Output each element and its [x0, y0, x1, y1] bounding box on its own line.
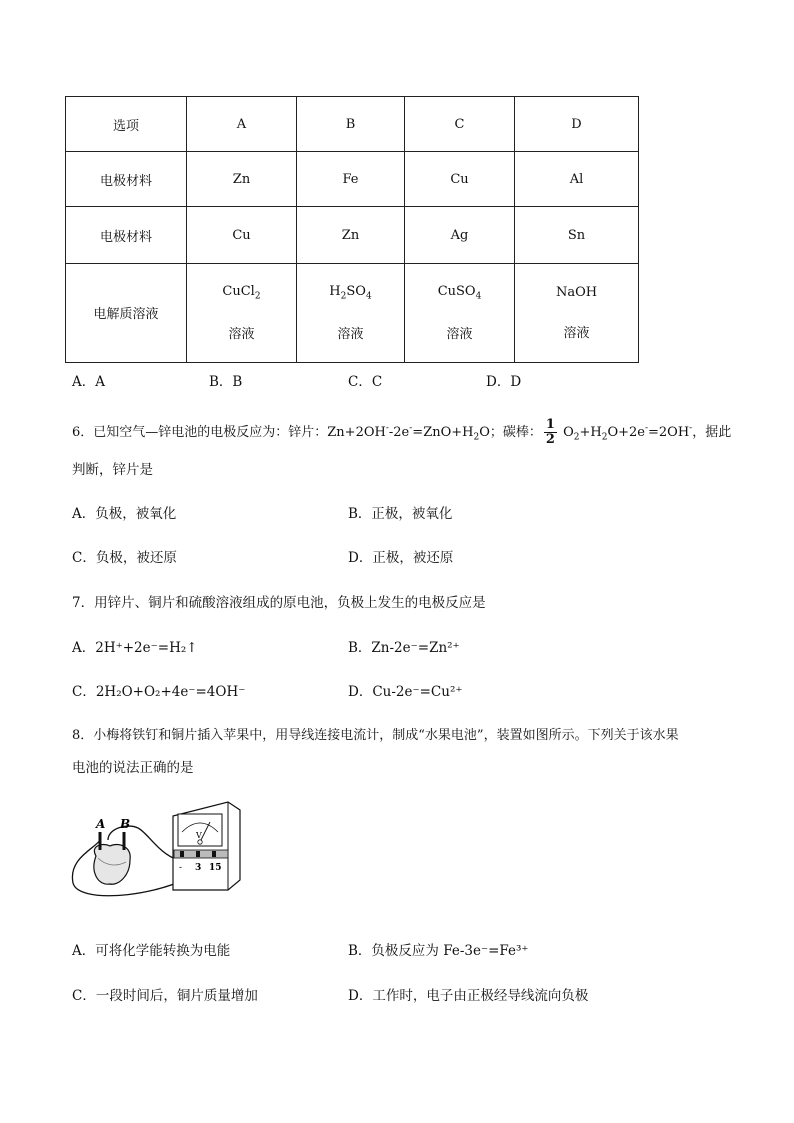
q6-text: +H [579, 425, 602, 440]
q6-text: O；碳棒： [479, 425, 542, 440]
table-cell: Zn [187, 152, 297, 207]
q6-option-b[interactable]: B．正极，被氧化 [348, 506, 453, 522]
cell-suffix: 溶液 [563, 325, 590, 341]
table-header-cell: C [405, 97, 515, 152]
q8-option-c[interactable]: C．一段时间后，铜片质量增加 [72, 988, 258, 1004]
cell-suffix: 溶液 [337, 327, 364, 343]
table-cell: Al [515, 152, 639, 207]
q8-stem: 8．小梅将铁钉和铜片插入苹果中，用导线连接电流计，制成“水果电池”，装置如图所示。下列关于该水果 [72, 728, 679, 743]
q6-text: -2e [388, 425, 410, 440]
q7-option-b[interactable]: B．Zn-2e⁻=Zn²⁺ [348, 640, 460, 656]
electrode-b [123, 832, 126, 850]
table-header-cell: B [297, 97, 405, 152]
q6-text: 6．已知空气—锌电池的电极反应为：锌片：Zn+2OH [72, 425, 386, 440]
q7-option-c[interactable]: C．2H₂O+O₂+4e⁻=4OH⁻ [72, 684, 246, 700]
table-cell: Fe [297, 152, 405, 207]
table-header-row [66, 97, 639, 152]
table-cell [405, 263, 515, 362]
label-b: B [120, 817, 131, 831]
table-row-electrolyte [66, 263, 639, 362]
table-cell: Ag [405, 207, 515, 263]
table-cell: Cu [187, 207, 297, 263]
q7-option-d[interactable]: D．Cu-2e⁻=Cu²⁺ [348, 684, 463, 700]
formula-h2so4: $H_2SO_4$ [329, 283, 372, 302]
table-header-cell: D [515, 97, 639, 152]
terminal-label-minus: - [179, 863, 183, 873]
terminal-label-15: 15 [209, 863, 222, 873]
table-row [66, 152, 639, 207]
options-table [65, 96, 639, 363]
terminal-3 [212, 851, 216, 857]
q6-text: =2OH [648, 425, 690, 440]
formula-naoh: NaOH [555, 284, 598, 300]
q6-stem: 6．已知空气—锌电池的电极反应为：锌片：$Zn+2OH^--2e^-=ZnO+H_2O$；碳棒： $\frac{1}{2}$ $O_2+H_2O+2e^-=2OH^-$，据此 [72, 417, 732, 447]
q6-option-d[interactable]: D．正极，被还原 [348, 550, 454, 566]
q6-option-a[interactable]: A．负极，被氧化 [72, 506, 177, 522]
q6-text: O+2e [607, 425, 645, 440]
table-row [66, 207, 639, 263]
table-cell: 电极材料 [66, 152, 187, 207]
q6-stem-line2: 判断，锌片是 [72, 462, 153, 478]
q6-option-c[interactable]: C．负极，被还原 [72, 550, 177, 566]
q5-option-c[interactable]: C．C [348, 374, 383, 390]
terminal-label-3: 3 [195, 863, 202, 873]
q5-option-b[interactable]: B．B [209, 374, 243, 390]
table-cell: Cu [405, 152, 515, 207]
q5-option-a[interactable]: A．A [72, 374, 105, 390]
q8-option-b[interactable]: B．负极反应为 Fe-3e⁻=Fe³⁺ [348, 943, 529, 959]
table-header-cell: A [187, 97, 297, 152]
terminal-2 [196, 851, 200, 857]
fraction-denominator: 2 [545, 432, 555, 447]
cell-suffix: 溶液 [228, 327, 255, 343]
q6-text: ，据此 [692, 425, 732, 440]
q8-option-a[interactable]: A．可将化学能转换为电能 [72, 943, 231, 959]
meter-symbol: V [196, 831, 202, 840]
electrode-a [99, 832, 102, 850]
fraction-numerator: 1 [545, 417, 555, 432]
q7-option-a[interactable]: A．2H⁺+2e⁻=H₂↑ [72, 640, 198, 656]
table-cell: Sn [515, 207, 639, 263]
table-cell [515, 263, 639, 362]
wire-a [72, 840, 188, 896]
terminal-1 [180, 851, 184, 857]
formula-cuso4: CuSO$_4$ [437, 283, 482, 302]
meter-pivot [198, 840, 202, 844]
table-cell: Zn [297, 207, 405, 263]
label-a: A [96, 817, 106, 831]
table-header-cell: 选项 [66, 97, 187, 152]
table-cell [187, 263, 297, 362]
table-cell [297, 263, 405, 362]
fraction-one-half [544, 418, 557, 447]
q6-text: O [558, 425, 574, 440]
q8-stem-line2: 电池的说法正确的是 [72, 760, 194, 776]
table-cell: 电极材料 [66, 207, 187, 263]
fruit-battery-figure [68, 798, 248, 908]
q7-stem: 7．用锌片、铜片和硫酸溶液组成的原电池，负极上发生的电极反应是 [72, 595, 486, 611]
q8-option-d[interactable]: D．工作时，电子由正极经导线流向负极 [348, 988, 589, 1004]
table-cell: 电解质溶液 [66, 263, 187, 362]
cell-suffix: 溶液 [446, 327, 473, 343]
apple [94, 844, 130, 884]
q5-option-d[interactable]: D．D [486, 374, 522, 390]
formula-cucl2: CuCl$_2$ [222, 283, 261, 302]
q6-text: =ZnO+H [412, 425, 474, 440]
